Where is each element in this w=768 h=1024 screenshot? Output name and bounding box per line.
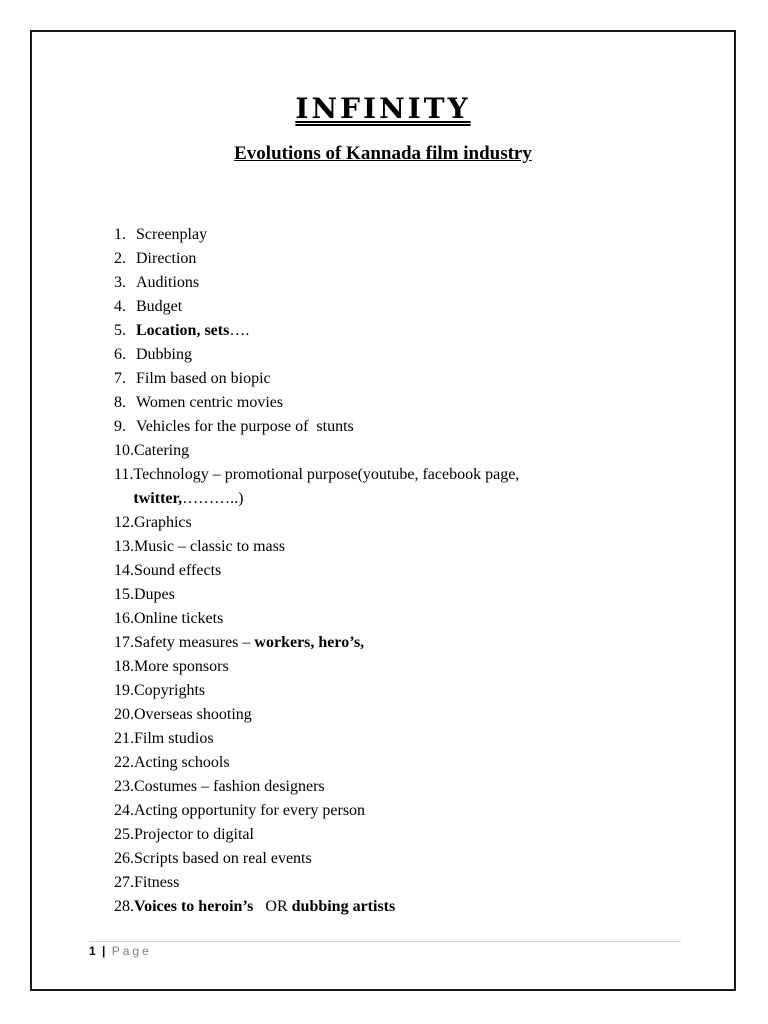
list-item-number: 2. bbox=[114, 250, 126, 267]
list-item-text bbox=[136, 295, 182, 319]
item-text: Women centric movies bbox=[136, 394, 284, 411]
list-item-text bbox=[134, 871, 179, 895]
list-item-text bbox=[134, 535, 285, 559]
list-item bbox=[114, 799, 674, 823]
footer-divider bbox=[89, 941, 681, 942]
list-item-text bbox=[134, 655, 229, 679]
list-item-number: 12. bbox=[114, 514, 134, 531]
bold-text: workers, hero’s, bbox=[254, 634, 365, 651]
item-text: Sound effects bbox=[134, 562, 222, 579]
item-text: OR bbox=[253, 898, 292, 915]
list-item bbox=[114, 895, 674, 919]
list-item-text bbox=[134, 823, 254, 847]
list-item bbox=[114, 511, 674, 535]
list-item-number: 10. bbox=[114, 442, 134, 459]
item-text: Film based on biopic bbox=[136, 370, 271, 387]
list-item bbox=[114, 607, 674, 631]
list-item-text bbox=[134, 703, 252, 727]
list-item-text bbox=[134, 439, 189, 463]
list-item-number: 20. bbox=[114, 706, 134, 723]
list-item bbox=[114, 775, 674, 799]
list-item bbox=[114, 559, 674, 583]
list-item-number: 13. bbox=[114, 538, 134, 555]
list-item bbox=[114, 679, 674, 703]
list-item-text bbox=[134, 583, 175, 607]
list-item-text bbox=[134, 775, 325, 799]
list-item bbox=[114, 703, 674, 727]
list-item-number: 27. bbox=[114, 874, 134, 891]
list-item bbox=[114, 847, 674, 871]
item-text: Online tickets bbox=[134, 610, 224, 627]
item-text: Copyrights bbox=[134, 682, 206, 699]
item-text: Scripts based on real events bbox=[134, 850, 312, 867]
list-item-number: 18. bbox=[114, 658, 134, 675]
item-text: Auditions bbox=[136, 274, 200, 291]
item-text: Direction bbox=[136, 250, 197, 267]
list-item bbox=[114, 631, 674, 655]
numbered-list bbox=[114, 223, 674, 919]
list-item bbox=[114, 295, 674, 319]
list-item bbox=[114, 391, 674, 415]
list-item-text bbox=[133, 463, 519, 511]
footer-separator: | bbox=[102, 944, 106, 958]
list-item-number: 3. bbox=[114, 274, 126, 291]
list-item-number: 17. bbox=[114, 634, 134, 651]
list-item-number: 19. bbox=[114, 682, 134, 699]
item-text: Safety measures – bbox=[134, 634, 255, 651]
list-item-number: 9. bbox=[114, 418, 126, 435]
list-item-number: 6. bbox=[114, 346, 126, 363]
document-page bbox=[30, 30, 736, 991]
list-item bbox=[114, 415, 674, 439]
list-item-number: 7. bbox=[114, 370, 126, 387]
list-item bbox=[114, 343, 674, 367]
list-item bbox=[114, 439, 674, 463]
item-text: Costumes – fashion designers bbox=[134, 778, 325, 795]
list-item-number: 23. bbox=[114, 778, 134, 795]
list-item bbox=[114, 463, 674, 511]
list-item-number: 1. bbox=[114, 226, 126, 243]
list-item bbox=[114, 271, 674, 295]
item-text: Vehicles for the purpose of stunts bbox=[136, 418, 354, 435]
list-item-text bbox=[134, 559, 221, 583]
list-item-number: 22. bbox=[114, 754, 134, 771]
list-item-number: 21. bbox=[114, 730, 134, 747]
list-item-text bbox=[136, 319, 249, 343]
list-item-number: 24. bbox=[114, 802, 134, 819]
bold-text: twitter, bbox=[133, 490, 183, 507]
list-item-text bbox=[136, 415, 354, 439]
list-item bbox=[114, 535, 674, 559]
list-item-number: 28. bbox=[114, 898, 134, 915]
list-item-text bbox=[136, 343, 192, 367]
list-item-text bbox=[134, 631, 364, 655]
list-item-number: 8. bbox=[114, 394, 126, 411]
list-item-text bbox=[134, 751, 230, 775]
bold-text: Voices to heroin’s bbox=[134, 898, 254, 915]
bold-text: Location, sets bbox=[136, 322, 230, 339]
list-item-text bbox=[136, 367, 271, 391]
list-item-text bbox=[134, 847, 312, 871]
bold-text: dubbing artists bbox=[291, 898, 396, 915]
list-item-text bbox=[134, 607, 223, 631]
item-text: Catering bbox=[134, 442, 190, 459]
list-item-text bbox=[134, 679, 205, 703]
list-item bbox=[114, 871, 674, 895]
list-item-number: 5. bbox=[114, 322, 126, 339]
list-item-text bbox=[134, 511, 192, 535]
item-text: …. bbox=[229, 322, 250, 339]
list-item bbox=[114, 223, 674, 247]
item-text: Screenplay bbox=[136, 226, 208, 243]
list-item bbox=[114, 751, 674, 775]
item-text: Graphics bbox=[134, 514, 192, 531]
list-item-text bbox=[136, 247, 196, 271]
list-item-number: 25. bbox=[114, 826, 134, 843]
page-label: Page bbox=[111, 944, 152, 958]
list-item bbox=[114, 247, 674, 271]
list-item-text bbox=[134, 895, 395, 919]
item-text: Fitness bbox=[134, 874, 180, 891]
page-footer bbox=[89, 944, 152, 958]
list-item-number: 16. bbox=[114, 610, 134, 627]
item-text: Overseas shooting bbox=[134, 706, 252, 723]
list-item bbox=[114, 655, 674, 679]
item-text: Technology – promotional purpose(youtube, facebook page, bbox=[133, 466, 520, 483]
list-item-text bbox=[136, 391, 283, 415]
list-item bbox=[114, 319, 674, 343]
item-text: Film studios bbox=[134, 730, 214, 747]
item-text: ………..) bbox=[182, 490, 244, 507]
list-item-text bbox=[136, 271, 199, 295]
list-item-number: 15. bbox=[114, 586, 134, 603]
item-text: Dupes bbox=[134, 586, 175, 603]
item-text: Acting opportunity for every person bbox=[134, 802, 366, 819]
item-text: More sponsors bbox=[134, 658, 229, 675]
document-title: INFINITY bbox=[295, 92, 471, 125]
list-item-text bbox=[136, 223, 207, 247]
list-item bbox=[114, 727, 674, 751]
list-item-text bbox=[134, 727, 214, 751]
item-text: Budget bbox=[136, 298, 183, 315]
list-item-number: 26. bbox=[114, 850, 134, 867]
item-text: Music – classic to mass bbox=[134, 538, 286, 555]
item-text: Dubbing bbox=[136, 346, 192, 363]
list-item-number: 14. bbox=[114, 562, 134, 579]
item-text: Acting schools bbox=[134, 754, 230, 771]
list-item bbox=[114, 823, 674, 847]
list-item-number: 11. bbox=[114, 466, 134, 483]
item-text: Projector to digital bbox=[134, 826, 254, 843]
list-item-text bbox=[134, 799, 365, 823]
list-item bbox=[114, 583, 674, 607]
list-item-number: 4. bbox=[114, 298, 126, 315]
page-number: 1 bbox=[89, 944, 96, 958]
document-subtitle: Evolutions of Kannada film industry bbox=[234, 143, 532, 164]
list-item bbox=[114, 367, 674, 391]
